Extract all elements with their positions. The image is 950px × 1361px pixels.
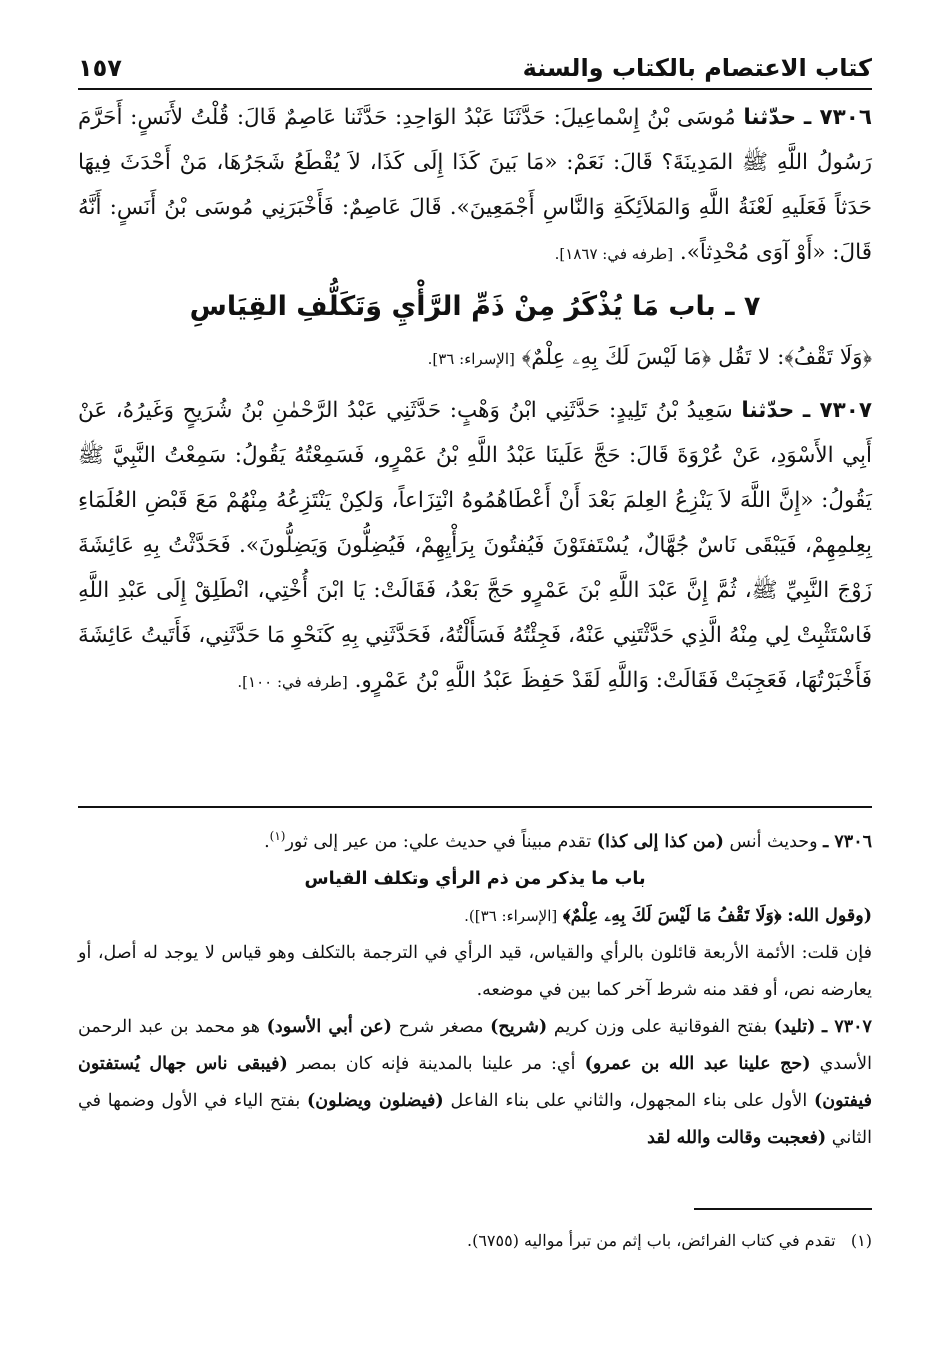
hadith-reference: [طرفه في: ١٨٦٧]. bbox=[554, 245, 674, 263]
hadith-lead: حدّثنا bbox=[743, 105, 797, 130]
hadith-7307 bbox=[78, 388, 872, 705]
hadith-text: مُوسَى بْنُ إِسْماعِيلَ: حَدَّثَنَا عَبْدُ الوَاحِدِ: حَدَّثَنا عَاصِمٌ قَالَ: قُلْتُ لأَنَسٍ: أَحَرَّمَ رَسُولُ اللَّهِ ﷺ المَدِينَةَ؟ قَالَ: نَعَمْ: «مَا بَينَ كَذَا إِلَى كَذَا، لاَ يُقْطَعُ شَجَرُهَا، مَنْ أَحْدَثَ فِيهَا حَدَثاً فَعَلَيهِ لَعْنَةُ اللَّهِ وَالمَلاَئِكَةِ وَالنَّاسِ أَجْمَعِينَ». قَالَ عَاصِمٌ: فَأَخْبَرَنِي مُوسَى بْنُ أَنَسٍ: أَنَّهُ قَالَ: «أَوْ آوَى مُحْدِثاً». bbox=[78, 105, 872, 265]
hadith-lead: حدّثنا bbox=[741, 398, 795, 423]
footnote-number: (١) bbox=[850, 1231, 872, 1250]
commentary-quote: (وقول الله: bbox=[787, 905, 872, 926]
commentary-verse-text: ﴿وَلَا تَقْفُ مَا لَيْسَ لَكَ بِهِۦ عِلْمٌ﴾ bbox=[562, 905, 782, 926]
commentary bbox=[78, 818, 872, 1157]
footnote-text: تقدم في كتاب الفرائض، باب إثم من تبرأ مواليه (٦٧٥٥). bbox=[466, 1231, 836, 1250]
main-text bbox=[78, 95, 872, 711]
footnote-separator bbox=[694, 1208, 872, 1210]
commentary-7307 bbox=[78, 1009, 872, 1157]
chapter-title: ٧ ـ باب مَا يُذْكَرُ مِنْ ذَمِّ الرَّأْيِ وَتَكَلُّفِ القِيَاسِ bbox=[189, 291, 761, 322]
commentary-quote: (فيبقى ناس جهال يُستفتون فيفتون) bbox=[78, 1053, 872, 1111]
main-separator bbox=[78, 806, 872, 808]
page-number: ١٥٧ bbox=[78, 54, 122, 82]
commentary-verse bbox=[78, 898, 872, 935]
page-header bbox=[78, 38, 872, 90]
commentary-number: ٧٣٠٧ ـ bbox=[822, 1016, 872, 1037]
commentary-7306 bbox=[78, 818, 872, 861]
commentary-quote: (شريح) bbox=[490, 1016, 548, 1037]
commentary-text: هو محمد بن عبد الرحمن الأسدي bbox=[78, 1016, 872, 1074]
commentary-quote: (من كذا إلى كذا) bbox=[596, 831, 724, 852]
commentary-qiyas: فإن قلت: الأئمة الأربعة قائلون بالرأي والقياس، قيد الرأي في الترجمة بالتكلف وهو قياس لا يوجد له أصل، أو يعارضه نص، أو فقد منه شرط آخر كما بين في موضعه. bbox=[78, 942, 872, 1000]
commentary-text: وحديث أنس bbox=[729, 831, 818, 852]
commentary-heading: باب ما يذكر من ذم الرأي وتكلف القياس bbox=[304, 868, 646, 889]
commentary-quote: (فيضلون ويضلون) bbox=[307, 1090, 444, 1111]
commentary-quote: (فعجبت وقالت والله لقد bbox=[647, 1127, 827, 1148]
commentary-quote: (حج علينا عبد الله بن عمرو) bbox=[584, 1053, 811, 1074]
hadith-number: ٧٣٠٧ ـ bbox=[802, 398, 872, 423]
commentary-number: ٧٣٠٦ ـ bbox=[823, 831, 872, 852]
commentary-text: أي: مر علينا بالمدينة فإنه كان بمصر bbox=[296, 1053, 576, 1074]
commentary-text: تقدم مبيناً في حديث علي: من عير إلى ثور bbox=[285, 831, 592, 852]
commentary-text: بفتح الفوقانية على وزن كريم bbox=[553, 1016, 768, 1037]
commentary-quote: (تليد) bbox=[773, 1016, 816, 1037]
verse-text: ﴿وَلَا تَقْفُ﴾: لا تَقُل ﴿مَا لَيْسَ لَكَ بِهِۦ عِلْمٌ﴾ bbox=[521, 345, 872, 370]
commentary-text: بفتح الياء في الأول وضمها في الثاني bbox=[78, 1090, 872, 1148]
hadith-number: ٧٣٠٦ ـ bbox=[803, 105, 873, 130]
footnote-marker[interactable]: (١) bbox=[269, 829, 286, 843]
commentary-text: . bbox=[264, 831, 270, 852]
commentary-quote: (عن أبي الأسود) bbox=[266, 1016, 392, 1037]
footnote bbox=[78, 1224, 872, 1258]
quran-verse bbox=[78, 335, 872, 382]
commentary-text: مصغر شرح bbox=[398, 1016, 484, 1037]
commentary-reference: [الإسراء: ٣٦]). bbox=[464, 906, 558, 925]
hadith-7306 bbox=[78, 95, 872, 277]
verse-reference: [الإسراء: ٣٦]. bbox=[427, 350, 515, 368]
hadith-text: سَعِيدُ بْنُ تَلِيدٍ: حَدَّثَنِي ابْنُ وَهْبٍ: حَدَّثَنِي عَبْدُ الرَّحْمٰنِ بْنُ شُرَيحٍ وَغَيرُهُ، عَنْ أَبِي الأَسْوَدِ، عَنْ عُرْوَةَ قَالَ: حَجَّ عَلَينَا عَبْدُ اللَّهِ بْنُ عَمْرٍو، فَسَمِعْتُهُ يَقُولُ: سَمِعْتُ النَّبِيَّ ﷺ يَقُولُ: «إِنَّ اللَّهَ لاَ يَنْزِعُ العِلمَ بَعْدَ أَنْ أَعْطَاهُمُوهُ انْتِزَاعاً، وَلكِنْ يَنْتَزِعُهُ مِنْهُمْ مَعَ قَبْضِ العُلَمَاءِ بِعِلمِهِمْ، فَيَبْقَى نَاسٌ جُهَّالٌ، يُسْتَفتَوْنَ فَيُفتُونَ بِرَأْيِهِمْ، فَيُضِلُّونَ وَيَضِلُّونَ». فَحَدَّثْتُ بِهِ عَائِشَةَ زَوْجَ النَّبِيِّ ﷺ، ثُمَّ إِنَّ عَبْدَ اللَّهِ بْنَ عَمْرٍو حَجَّ بَعْدُ، فَقَالَتْ: يَا ابْنَ أُخْتِي، انْطَلِقْ إِلَى عَبْدِ اللَّهِ فَاسْتَثْبِتْ لِي مِنْهُ الَّذِي حَدَّثْتَنِي عَنْهُ، فَجِئْتُهُ فَسَأَلْتُهُ، فَحَدَّثَنِي بِهِ كَنَحْوِ مَا حَدَّثَنِي، فَأَتَيتُ عَائِشَةَ فَأَخْبَرْتُهَا، فَعَجِبَتْ فَقَالَتْ: وَاللَّهِ لَقَدْ حَفِظَ عَبْدُ اللَّهِ بْنُ عَمْرٍو. bbox=[78, 398, 872, 693]
hadith-reference: [طرفه في: ١٠٠]. bbox=[237, 673, 348, 691]
commentary-text: الأول على بناء المجهول، والثاني على بناء الفاعل bbox=[450, 1090, 808, 1111]
book-title: كتاب الاعتصام بالكتاب والسنة bbox=[522, 54, 872, 82]
